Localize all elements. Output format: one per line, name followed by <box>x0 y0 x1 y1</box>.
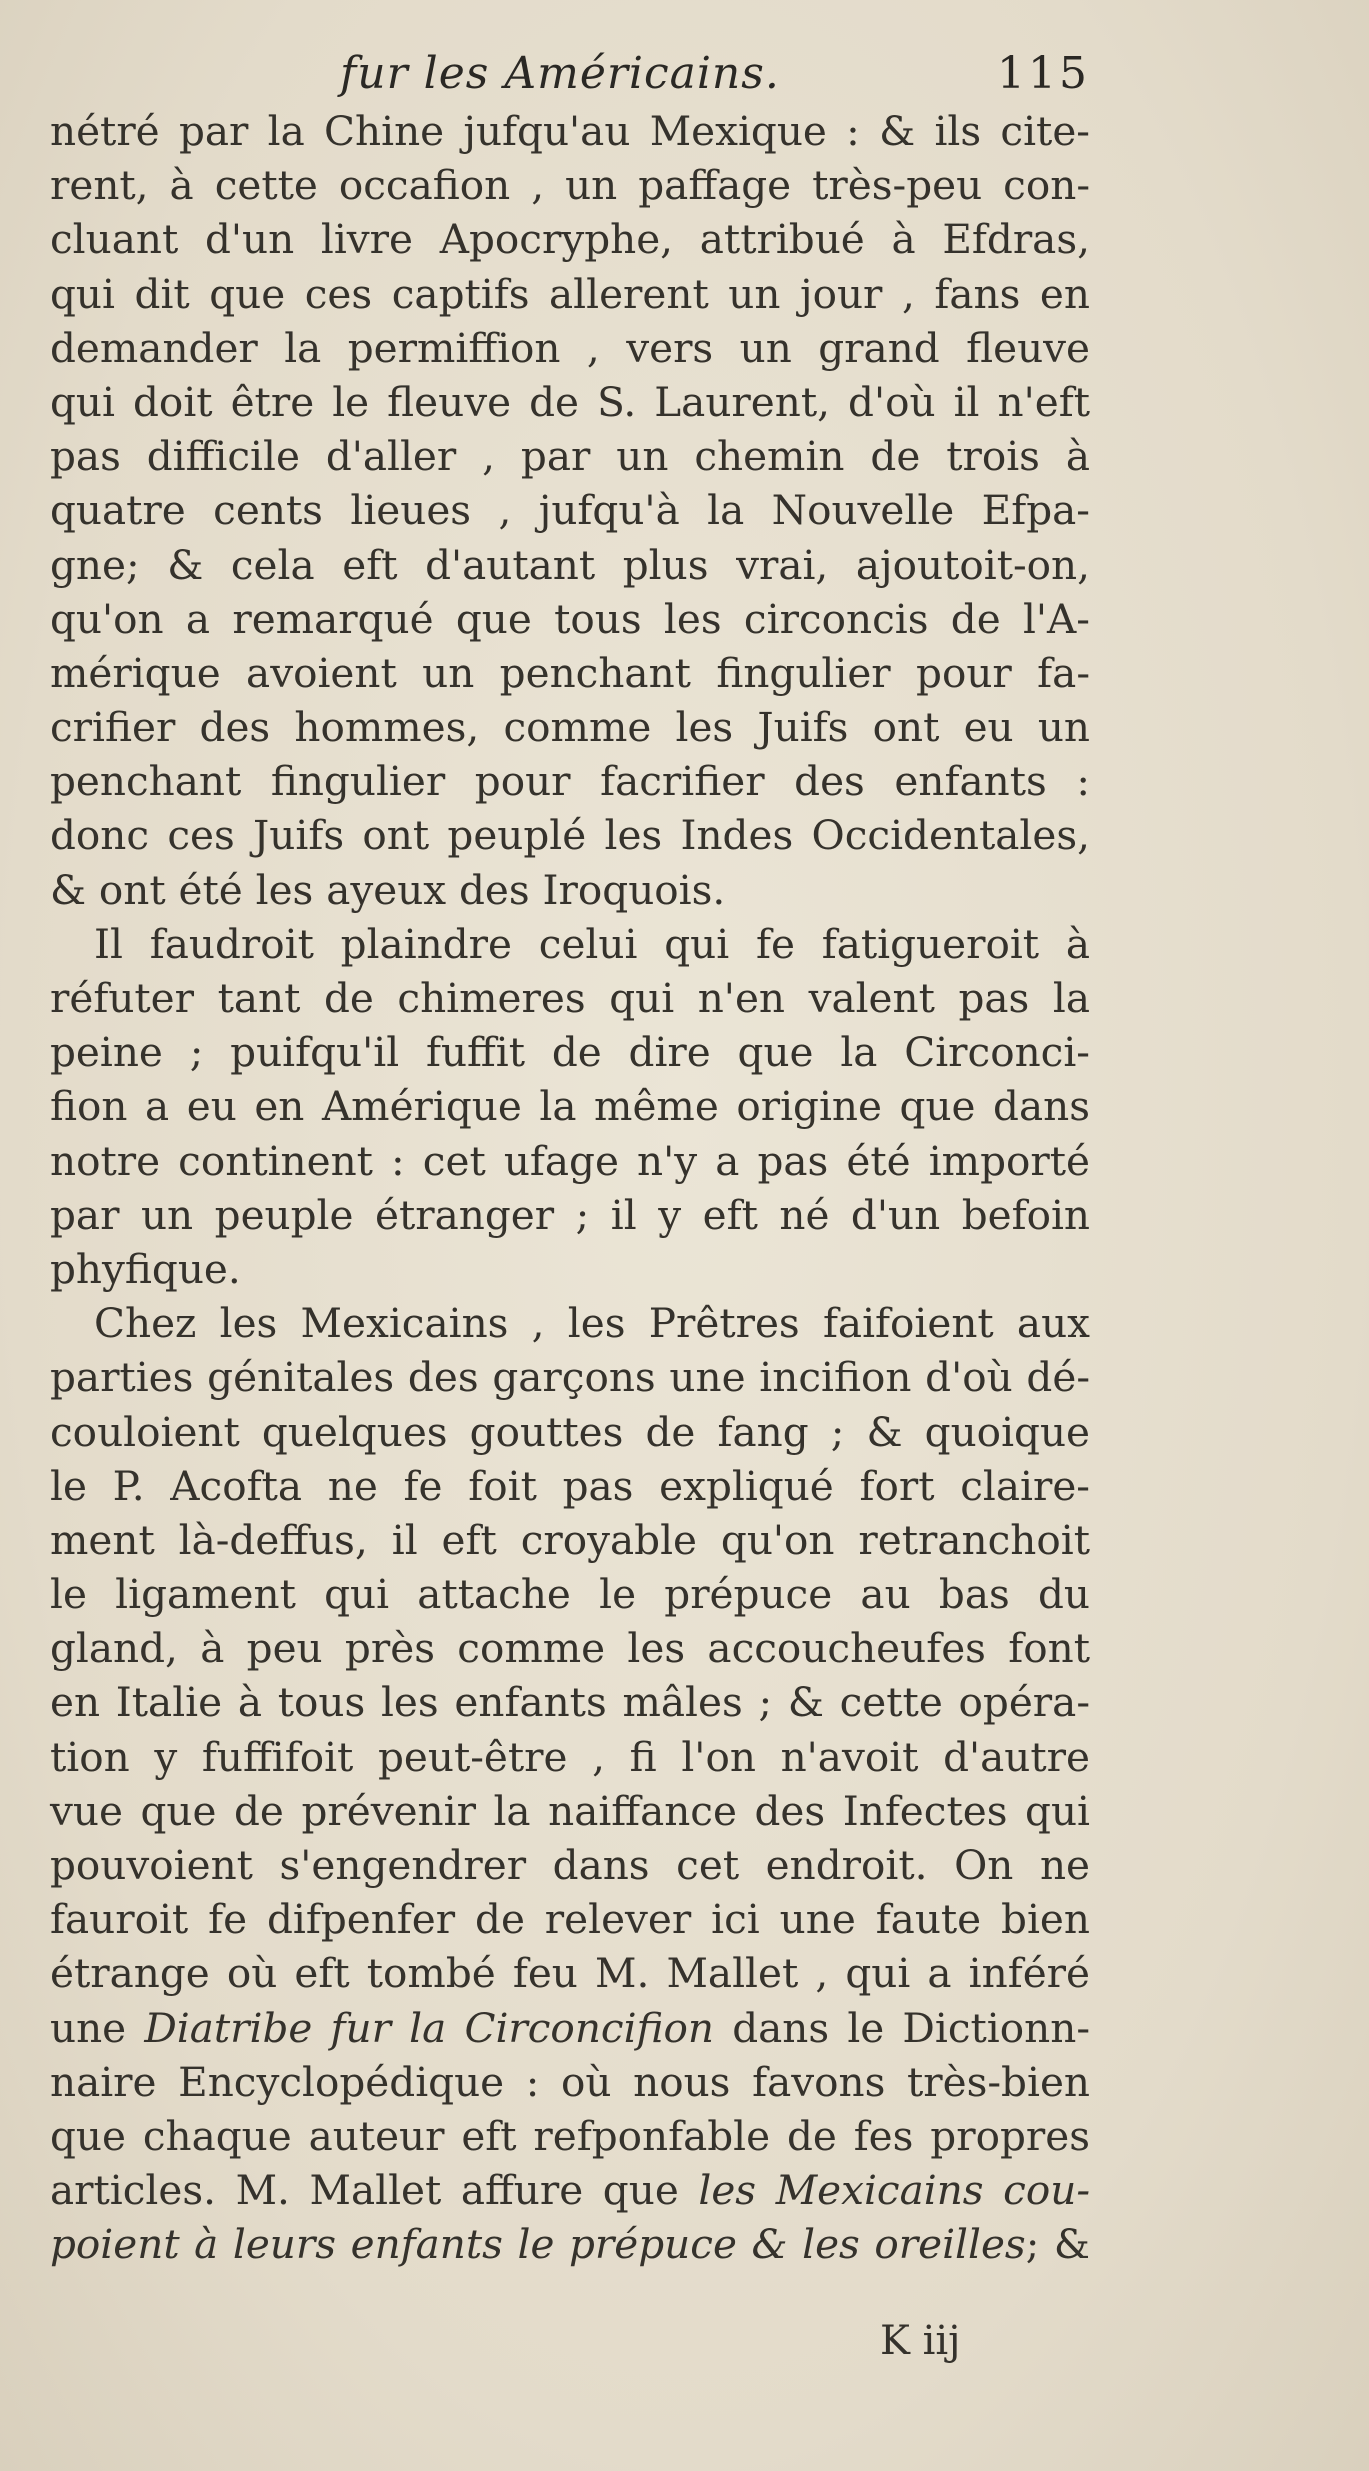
text-line: nétré par la Chine jufqu'au Mexique : & ils cite- <box>50 107 1090 155</box>
page-header <box>50 48 1090 108</box>
text-line-with-italic <box>50 2163 1090 2217</box>
line-text: ; & <box>1025 2220 1090 2269</box>
text-line-with-italic <box>50 2001 1090 2055</box>
line-text: dans le Dictionn- <box>714 2003 1090 2052</box>
text-line: pouvoient s'engendrer dans cet endroit. On ne <box>50 1841 1090 1889</box>
text-line: gne; & cela eft d'autant plus vrai, ajoutoit-on, <box>50 540 1090 589</box>
text-line: réfuter tant de chimeres qui n'en valent pas la <box>50 974 1090 1022</box>
paragraph-start-line: Il faudroit plaindre celui qui fe fatigueroit à <box>94 919 1090 968</box>
text-line: notre continent : cet ufage n'y a pas été importé <box>50 1136 1090 1185</box>
line-text: articles. M. Mallet affure que <box>50 2166 699 2215</box>
text-line: que chaque auteur eft refponfable de fes propres <box>50 2111 1090 2160</box>
text-line: naire Encyclopédique : où nous favons très-bien <box>50 2057 1090 2106</box>
italic-quote: les Mexicains cou- <box>698 2166 1090 2215</box>
text-line: rent, à cette occafion , un paffage très-peu con- <box>50 161 1090 210</box>
text-line: tion y fuffifoit peut-être , fi l'on n'avoit d'autre <box>50 1732 1090 1781</box>
text-line: penchant fingulier pour facrifier des enfants : <box>50 757 1090 806</box>
italic-title: Diatribe fur la Circoncifion <box>144 2003 715 2052</box>
text-line: le ligament qui attache le prépuce au bas du <box>50 1570 1090 1619</box>
text-line: fion a eu en Amérique la même origine que dans <box>50 1082 1090 1131</box>
text-line: qui dit que ces captifs allerent un jour , fans en <box>50 269 1090 318</box>
paragraph-start-line: Chez les Mexicains , les Prêtres faifoient aux <box>94 1299 1090 1348</box>
text-line: peine ; puifqu'il fuffit de dire que la Circonci- <box>50 1028 1090 1077</box>
paragraph-end-line: phyfique. <box>50 1244 241 1293</box>
text-line: crifier des hommes, comme les Juifs ont eu un <box>50 703 1090 752</box>
text-line: par un peuple étranger ; il y eft né d'un befoin <box>50 1190 1090 1239</box>
text-line: quatre cents lieues , jufqu'à la Nouvelle Efpa- <box>50 486 1090 535</box>
body-text <box>50 104 1090 2272</box>
text-line: gland, à peu près comme les accoucheufes font <box>50 1624 1090 1673</box>
italic-quote: poient à leurs enfants le prépuce & les oreilles <box>50 2220 1026 2269</box>
text-line: cluant d'un livre Apocryphe, attribué à Efdras, <box>50 215 1090 264</box>
line-text: une <box>50 2003 145 2052</box>
text-line: qui doit être le fleuve de S. Laurent, d'où il n'eft <box>50 377 1090 426</box>
text-line: fauroit fe difpenfer de relever ici une faute bien <box>50 1895 1090 1944</box>
signature-mark: K iij <box>880 2318 961 2364</box>
text-line: donc ces Juifs ont peuplé les Indes Occidentales, <box>50 811 1090 860</box>
text-line-with-italic <box>50 2217 1090 2271</box>
text-line: étrange où eft tombé feu M. Mallet , qui a inféré <box>50 1949 1090 1998</box>
text-line: qu'on a remarqué que tous les circoncis de l'A- <box>50 594 1090 643</box>
text-line: vue que de prévenir la naiffance des Infectes qui <box>50 1786 1090 1835</box>
text-line: mérique avoient un penchant fingulier pour fa- <box>50 648 1090 697</box>
running-title: fur les Américains. <box>340 48 780 99</box>
page-number: 115 <box>997 48 1090 99</box>
text-line: demander la permiffion , vers un grand fleuve <box>50 323 1090 372</box>
text-line: parties génitales des garçons une incifion d'où dé- <box>50 1353 1090 1402</box>
text-line: en Italie à tous les enfants mâles ; & cette opéra- <box>50 1678 1090 1727</box>
text-line: le P. Acofta ne fe foit pas expliqué fort claire- <box>50 1461 1090 1510</box>
text-line: pas difficile d'aller , par un chemin de trois à <box>50 432 1090 481</box>
text-line: ment là-deffus, il eft croyable qu'on retranchoit <box>50 1515 1090 1564</box>
paragraph-end-line: & ont été les ayeux des Iroquois. <box>50 865 726 914</box>
text-line: couloient quelques gouttes de fang ; & quoique <box>50 1407 1090 1456</box>
